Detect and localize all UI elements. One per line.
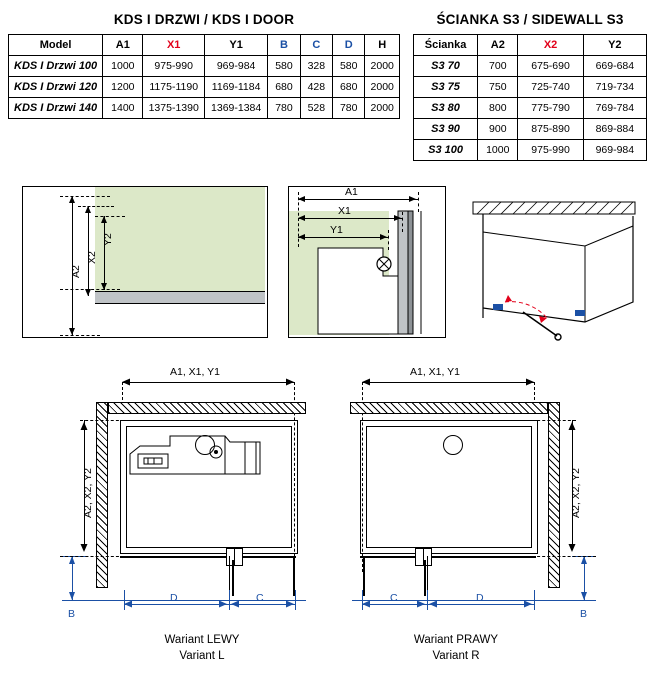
table-row xyxy=(9,98,400,119)
cell-y2: 769-784 xyxy=(583,98,646,119)
cell-h: 2000 xyxy=(365,56,400,77)
cell-d: 780 xyxy=(333,98,365,119)
cell-x2: 875-890 xyxy=(518,119,583,140)
cell-a1: 1400 xyxy=(103,98,143,119)
cell-x1: 975-990 xyxy=(143,56,204,77)
col-model: Model xyxy=(9,35,103,56)
plan-right-side-dim: A2, X2, Y2 xyxy=(570,467,582,518)
col-c: C xyxy=(300,35,332,56)
plan-right-caption-en: Variant R xyxy=(432,650,480,662)
cell-y1: 1169-1184 xyxy=(204,77,267,98)
detail-mid-label-a1: A1 xyxy=(345,186,358,198)
cell-model: S3 100 xyxy=(414,140,478,161)
col-y1: Y1 xyxy=(204,35,267,56)
cell-x2: 675-690 xyxy=(518,56,583,77)
cell-model: S3 75 xyxy=(414,77,478,98)
cell-a2: 800 xyxy=(478,98,518,119)
cell-x1: 1375-1390 xyxy=(143,98,204,119)
col-a1: A1 xyxy=(103,35,143,56)
table-header-row xyxy=(9,35,400,56)
plan-right-top-dim: A1, X1, Y1 xyxy=(410,366,461,378)
table-row xyxy=(414,56,647,77)
plan-left-caption-pl: Wariant LEWY xyxy=(164,634,240,646)
detail-left-label-a2: A2 xyxy=(70,265,82,278)
detail-left-label-y2: Y2 xyxy=(102,233,114,246)
cell-h: 2000 xyxy=(365,98,400,119)
plan-right-label-d: D xyxy=(476,592,484,604)
detail-mid-label-y1: Y1 xyxy=(330,224,343,236)
col-b: B xyxy=(268,35,300,56)
col-x1: X1 xyxy=(143,35,204,56)
plan-left-label-c: C xyxy=(256,592,264,604)
col-d: D xyxy=(333,35,365,56)
right-table-title: ŚCIANKA S3 / SIDEWALL S3 xyxy=(436,12,624,27)
cell-model: S3 90 xyxy=(414,119,478,140)
cell-model: S3 70 xyxy=(414,56,478,77)
sidewall-table xyxy=(413,34,647,161)
plan-right-label-b: B xyxy=(580,608,588,620)
plan-right-label-c: C xyxy=(390,592,398,604)
cell-a1: 1200 xyxy=(103,77,143,98)
cell-x2: 725-740 xyxy=(518,77,583,98)
cell-d: 680 xyxy=(333,77,365,98)
plan-left-top-dim: A1, X1, Y1 xyxy=(170,366,221,378)
cell-x2: 775-790 xyxy=(518,98,583,119)
col-a2: A2 xyxy=(478,35,518,56)
plan-left-side-dim: A2, X2, Y2 xyxy=(82,467,94,518)
cell-y2: 969-984 xyxy=(583,140,646,161)
table-row xyxy=(414,98,647,119)
cell-y2: 719-734 xyxy=(583,77,646,98)
cell-b: 580 xyxy=(268,56,300,77)
col-y2: Y2 xyxy=(583,35,646,56)
table-row xyxy=(9,56,400,77)
col-x2: X2 xyxy=(518,35,583,56)
door-table xyxy=(8,34,400,119)
table-row xyxy=(414,77,647,98)
cell-b: 680 xyxy=(268,77,300,98)
detail-left-label-x2: X2 xyxy=(86,251,98,264)
cell-d: 580 xyxy=(333,56,365,77)
cell-a1: 1000 xyxy=(103,56,143,77)
cell-a2: 750 xyxy=(478,77,518,98)
cell-c: 328 xyxy=(300,56,332,77)
table-row xyxy=(9,77,400,98)
cell-model: KDS I Drzwi 140 xyxy=(9,98,103,119)
cell-a2: 700 xyxy=(478,56,518,77)
plan-left-label-d: D xyxy=(170,592,178,604)
cell-x1: 1175-1190 xyxy=(143,77,204,98)
table-row xyxy=(414,119,647,140)
cell-y1: 969-984 xyxy=(204,56,267,77)
col-h: H xyxy=(365,35,400,56)
plan-left-caption-en: Variant L xyxy=(179,650,225,662)
cell-b: 780 xyxy=(268,98,300,119)
table-header-row xyxy=(414,35,647,56)
cell-y2: 669-684 xyxy=(583,56,646,77)
plan-right-caption-pl: Wariant PRAWY xyxy=(413,634,499,646)
table-row xyxy=(414,140,647,161)
col-scianka: Ścianka xyxy=(414,35,478,56)
cell-y2: 869-884 xyxy=(583,119,646,140)
cell-x2: 975-990 xyxy=(518,140,583,161)
detail-mid-label-x1: X1 xyxy=(338,205,351,217)
left-table-title: KDS I DRZWI / KDS I DOOR xyxy=(113,12,295,27)
cell-c: 428 xyxy=(300,77,332,98)
cell-a2: 1000 xyxy=(478,140,518,161)
cell-model: S3 80 xyxy=(414,98,478,119)
cell-c: 528 xyxy=(300,98,332,119)
cell-model: KDS I Drzwi 100 xyxy=(9,56,103,77)
cell-a2: 900 xyxy=(478,119,518,140)
plan-left-label-b: B xyxy=(68,608,76,620)
cell-model: KDS I Drzwi 120 xyxy=(9,77,103,98)
cell-h: 2000 xyxy=(365,77,400,98)
cell-y1: 1369-1384 xyxy=(204,98,267,119)
